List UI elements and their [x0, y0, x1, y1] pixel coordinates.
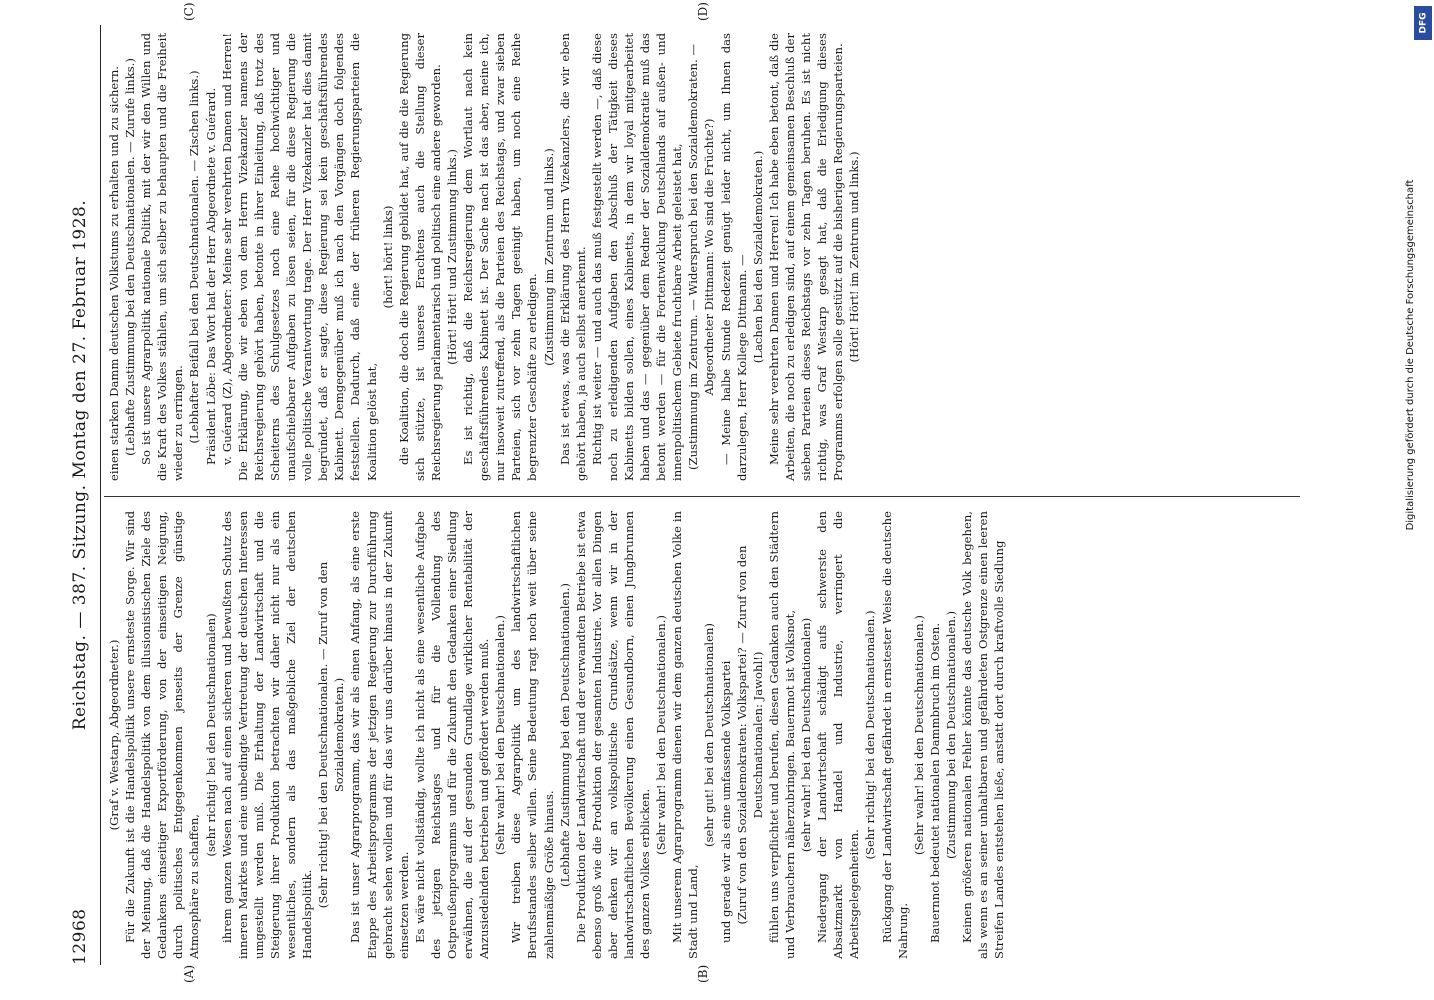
paragraph: Präsident Löbe: Das Wort hat der Herr Abgeordnete v. Guérard.	[203, 87, 218, 465]
paragraph: Für die Zukunft ist die Handelspolitik unsere ernsteste Sorge. Wir sind der Meinung, daß die Handelspolitik von dem illusionistischen Ziele des Gedankens einseitiger Exportförderung, von der einseitigen Neigung, durch politisches Entgegenkommen jenseits der Grenze günstige Atmosphäre zu schaffen,	[123, 511, 202, 959]
paragraph: So ist unsere Agrarpolitik nationale Politik, mit der wir den Willen und die Kraft des Volkes stählen, um sich selber zu behaupten und die Freiheit wieder zu erringen.	[139, 33, 186, 481]
paragraph: (sehr richtig! bei den Deutschnationalen)	[203, 613, 218, 857]
paragraph: (hört! hört! links)	[380, 205, 395, 309]
paragraph: Keinen größeren nationalen Fehler könnte das deutsche Volk begehen, als wenn es an seiner unhaltbaren und gefährdeten Ostgrenze einen leeren Streifen Landes entstehen ließe, anstatt dort durch kraftvolle Siedlung	[959, 511, 1007, 959]
right-column	[106, 33, 862, 481]
paragraph: (Hört! Hört! und Zustimmung links.)	[444, 149, 459, 365]
paragraph: fühlen uns verpflichtet und berufen, diesen Gedanken auch den Städtern und Verbrauchern näherzubringen. Bauernnot ist Volksnot,	[766, 511, 797, 959]
paragraph: (Zustimmung im Zentrum und links.)	[541, 148, 556, 366]
paragraph: Die Produktion der Landwirtschaft und der verwandten Betriebe ist etwa ebenso groß wie die Produktion der gesamten Industrie. Vor allen Dingen aber denken wir an volkspolitische Grundsätze, wenn wir in der landwirtschaftlichen Bevölkerung einen Gesundborn, einen Jungbrunnen des ganzen Volkes erblicken.	[573, 511, 653, 959]
margin-mark-d: (D)	[696, 2, 710, 21]
dfg-logo: DFG	[1414, 6, 1432, 40]
paragraph: Meine sehr verehrten Damen und Herren! Ich habe eben betont, daß die Arbeiten, die noch zu erledigen sind, auf einem gemeinsamen Beschluß der sieben Parteien dieses Reichstags vor zehn Tagen beruhen. Es ist nicht richtig, was Graf Westarp gesagt hat, daß die Erledigung dieses Programms erfolgen solle gestützt auf die bisherigen Regierungsparteien.	[766, 33, 846, 481]
paragraph: Mit unserem Agrarprogramm dienen wir dem ganzen deutschen Volke in Stadt und Land,	[670, 511, 701, 959]
paragraph: Es ist richtig, daß die Reichsregierung dem Wortlaut nach kein geschäftsführendes Kabinett ist. Der Sache nach ist das aber, meine ich, nur insoweit zutreffend, als die Parteien des Reichstags, und zwar sieben Parteien, sich vor zehn Tagen geeinigt haben, um noch eine Reihe begrenzter Geschäfte zu erledigen.	[461, 33, 540, 481]
paragraph: Es wäre nicht vollständig, wollte ich nicht als eine wesentliche Aufgabe des jetzigen Reichstages und für die Vollendung des Ostpreußenprogramms und für die Zukunft den Gedanken einer Siedlung erwähnen, die auf der gesunden Grundlage wirklicher Rentabilität der Anzusiedelnden betrieben und gefördert werden muß.	[412, 511, 492, 959]
paragraph: Rückgang der Landwirtschaft gefährdet in ernstester Weise die deutsche Nahrung.	[879, 511, 910, 959]
paragraph: (Zustimmung bei den Deutschnationalen.)	[943, 610, 958, 860]
paragraph: die Koalition, die doch die Regierung gebildet hat, auf die die Regierung sich stützte, ist unseres Erachtens auch die Stellung dieser Reichsregierung parlamentarisch und politisch eine andere geworden.	[396, 33, 443, 481]
paragraph: — Meine halbe Stunde Redezeit genügt leider nicht, um Ihnen das darzulegen, Herr Kollege Dittmann. —	[718, 33, 749, 481]
paragraph: und gerade wir als eine umfassende Volkspartei	[718, 660, 733, 943]
paragraph: Das ist etwas, was die Erklärung des Herrn Vizekanzlers, die wir eben gehört haben, ja auch selbst anerkennt.	[557, 33, 588, 481]
column-divider	[104, 496, 1300, 497]
document-page	[70, 2, 1300, 983]
paragraph: (sehr wahr! bei den Deutschnationalen)	[799, 617, 814, 853]
paragraph: einen starken Damm deutschen Volkstums zu erhalten und zu sichern.	[107, 66, 121, 481]
page-title: Reichstag. — 387. Sitzung. Montag den 27. Februar 1928.	[70, 199, 90, 731]
header-rule	[100, 25, 101, 965]
funding-note: Digitalisierung gefördert durch die Deutsche Forschungsgemeinschaft	[1405, 179, 1416, 531]
page-number: 12968	[70, 908, 90, 965]
paragraph: (Sehr richtig! bei den Deutschnationalen.)	[863, 610, 878, 860]
left-column	[106, 511, 1007, 959]
page-header	[70, 25, 98, 965]
paragraph: (Lebhafte Zustimmung bei den Deutschnationalen.)	[557, 583, 572, 887]
paragraph: (Zuruf von den Sozialdemokraten: Volkspartei? — Zuruf von den Deutschnationalen: Jawohl!)	[734, 545, 765, 925]
paragraph: (Lachen bei den Sozialdemokraten.)	[750, 150, 765, 364]
paragraph: ihrem ganzen Wesen nach auf einen sicheren und bewußten Schutz des inneren Marktes und eine unbedingte Vertretung der deutschen Interessen umgestellt werden muß. Die Erhaltung der Landwirtschaft und die Steigerung ihrer Produktion betrachten wir daher nicht nur als ein wesentliches, sondern als das maßgebliche Ziel der deutschen Handelspolitik.	[219, 511, 315, 959]
margin-mark-a: (A)	[182, 964, 196, 983]
paragraph: v. Guérard (Z), Abgeordneter: Meine sehr verehrten Damen und Herren! Die Erklärung, die wir eben von dem Herrn Vizekanzler namens der Reichsregierung gehört haben, betonte in ihrer Einleitung, daß trotz des Scheiterns des Schulgesetzes noch eine Reihe hochwichtiger und unaufschiebbarer Aufgaben zu lösen seien, für die diese Regierung die volle politische Verantwortung trage. Der Herr Vizekanzler hat dies damit begründet, daß er sagte, diese Regierung sei kein geschäftsführendes Kabinett. Demgegenüber muß ich nach den Vorgängen doch folgendes feststellen. Dadurch, daß eine der früheren Regierungsparteien die Koalition gelöst hat,	[219, 33, 379, 481]
paragraph: (Sehr richtig! bei den Deutschnationalen. — Zuruf von den Sozialdemokraten.)	[316, 561, 347, 909]
paragraph: (sehr gut! bei den Deutschnationalen)	[702, 623, 717, 847]
paragraph: (Hört! Hört! im Zentrum und links.)	[847, 151, 862, 363]
paragraph: (Sehr wahr! bei den Deutschnationalen.)	[654, 615, 669, 855]
dfg-sidebar	[1405, 6, 1432, 996]
paragraph: (Zustimmung im Zentrum. — Widerspruch bei den Sozialdemokraten. — Abgeordneter Dittmann: Wo sind die Früchte?)	[686, 44, 717, 470]
paragraph: Das ist unser Agrarprogramm, das wir als einen Anfang, als eine erste Etappe des Arbeitsprogramms der jetzigen Regierung zur Durchführung gebracht sehen wollen und für das wir uns darüber hinaus in der Zukunft einsetzen werden.	[348, 511, 411, 959]
paragraph: (Sehr wahr! bei den Deutschnationalen.)	[911, 615, 926, 855]
paragraph: (Lebhafte Zustimmung bei den Deutschnationalen. — Zurufe links.)	[123, 58, 138, 456]
paragraph: (Graf v. Westarp, Abgeordneter.)	[107, 639, 121, 831]
paragraph: Niedergang der Landwirtschaft schädigt aufs schwerste den Absatzmarkt von Handel und Industrie, verringert die Arbeitsgelegenheiten.	[815, 511, 862, 959]
paragraph: Richtig ist weiter — und auch das muß festgestellt werden —, daß diese noch zu erledigenden Aufgaben den Abschluß der Tätigkeit dieses Kabinetts bilden sollen, eines Kabinetts, in dem wir loyal mitgearbeitet haben und das — gegenüber dem Redner der Sozialdemokratie muß das betont werden — für die Fortentwicklung Deutschlands auf außen- und innenpolitischem Gebiete fruchtbare Arbeit geleistet hat,	[589, 33, 685, 481]
paragraph: Wir treiben diese Agrarpolitik um des landwirtschaftlichen Berufsstandes selber willen. Seine Bedeutung ragt noch weit über seine zahlenmäßige Größe hinaus.	[509, 511, 556, 959]
paragraph: Bauernnot bedeutet nationalen Dammbruch im Osten.	[927, 622, 942, 943]
paragraph: (Lebhafter Beifall bei den Deutschnationalen. — Zischen links.)	[187, 70, 202, 444]
margin-mark-c: (C)	[182, 2, 196, 21]
margin-mark-b: (B)	[696, 964, 710, 983]
paragraph: (Sehr wahr! bei den Deutschnationalen.)	[493, 615, 508, 855]
